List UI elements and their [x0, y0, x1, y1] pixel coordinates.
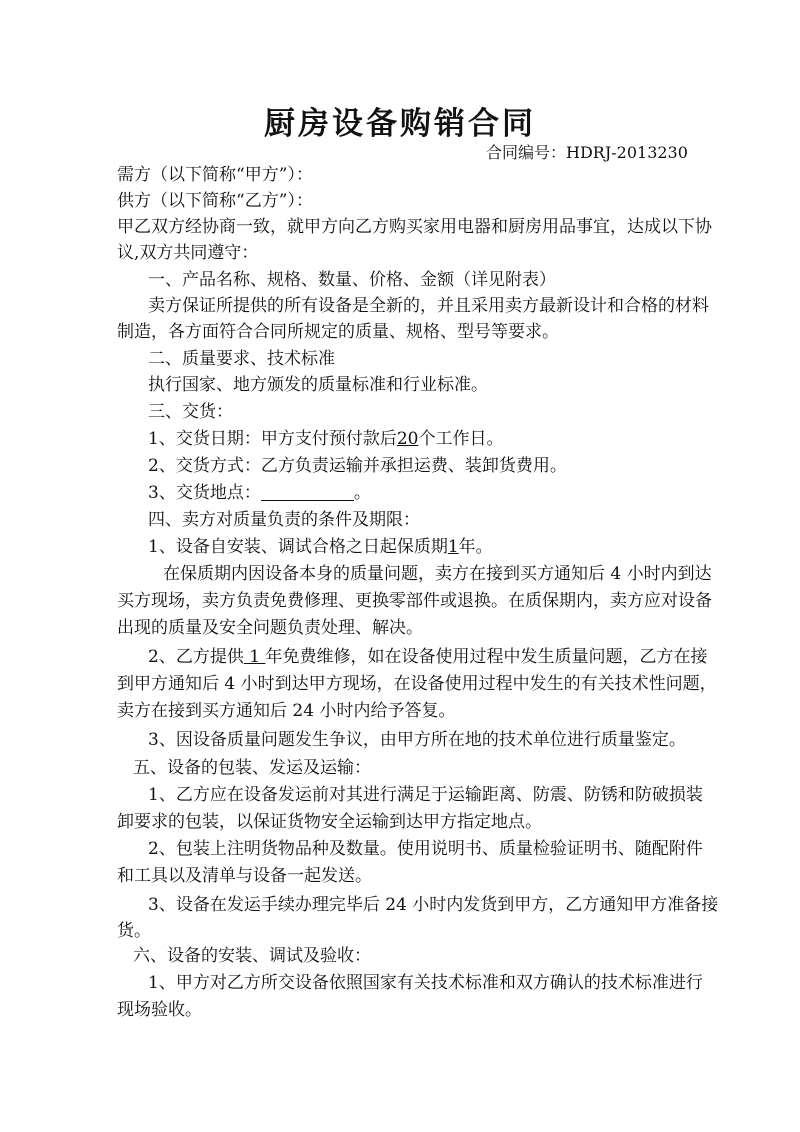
section-5-item-3-line-2: 货。	[117, 921, 151, 941]
warranty-years: 1	[447, 537, 459, 557]
intro-line-1: 甲乙双方经协商一致，就甲方向乙方购买家用电器和厨房用品事宜，达成以下协	[117, 217, 712, 237]
section-5-item-1-line-2: 卸要求的包装，以保证货物安全运输到达甲方指定地点。	[117, 812, 542, 832]
delivery-days: 20	[396, 429, 419, 449]
section-3-item-3	[148, 481, 371, 506]
free-repair-years: 1	[243, 647, 266, 667]
section-6-heading: 六、设备的安装、调试及验收：	[133, 946, 371, 966]
item-text: 1、设备自安装、调试合格之日起保质期	[148, 537, 448, 557]
item-text: 3、交货地点：	[148, 483, 261, 503]
section-2-heading: 二、质量要求、技术标准	[148, 349, 335, 369]
section-5-item-1-line-1: 1、乙方应在设备发运前对其进行满足于运输距离、防震、防锈和防破损装	[148, 785, 703, 805]
section-6-item-1-line-2: 现场验收。	[117, 1000, 202, 1020]
item-text: 2、乙方提供	[148, 647, 244, 667]
item-text: 个工作日。	[418, 429, 504, 449]
section-5-item-2-line-1: 2、包装上注明货物品种及数量。使用说明书、质量检验证明书、随配附件	[148, 839, 703, 859]
section-5-heading: 五、设备的包装、发运及运输：	[133, 758, 371, 778]
section-2-para: 执行国家、地方颁发的质量标准和行业标准。	[148, 375, 488, 395]
section-1-para-line-2: 制造，各方面符合合同所规定的质量、规格、型号等要求。	[117, 322, 559, 342]
section-4-item-2	[148, 645, 707, 670]
item-text: 年。	[458, 537, 493, 557]
document-title: 厨房设备购销合同	[264, 106, 536, 142]
item-text: 1、交货日期：甲方支付预付款后	[148, 429, 397, 449]
section-4-item-3: 3、因设备质量问题发生争议，由甲方所在地的技术单位进行质量鉴定。	[148, 730, 686, 750]
section-4-item-2-line-3: 卖方在接到买方通知后 24 小时内给予答复。	[117, 701, 456, 721]
section-6-item-1-line-1: 1、甲方对乙方所交设备依照国家有关技术标准和双方确认的技术标准进行	[148, 973, 703, 993]
seller-line: 供方（以下简称“乙方”）：	[117, 191, 313, 211]
section-1-para-line-1: 卖方保证所提供的所有设备是全新的，并且采用卖方最新设计和合格的材料	[148, 296, 709, 316]
section-1-heading: 一、产品名称、规格、数量、价格、金额（详见附表）	[148, 270, 556, 290]
section-4-para-line-1: 在保质期内因设备本身的质量问题，卖方在接到买方通知后 4 小时内到达	[163, 564, 712, 584]
section-5-item-3-line-1: 3、设备在发运手续办理完毕后 24 小时内发货到甲方，乙方通知甲方准备接	[148, 895, 719, 915]
buyer-line: 需方（以下简称“甲方”）：	[117, 165, 313, 185]
section-3-heading: 三、交货：	[148, 402, 233, 422]
section-4-para-line-3: 出现的质量及安全问题负责处理、解决。	[117, 618, 423, 638]
delivery-location-blank	[261, 484, 354, 501]
section-5-item-2-line-2: 和工具以及清单与设备一起发送。	[117, 866, 372, 886]
section-4-heading: 四、卖方对质量负责的条件及期限：	[148, 510, 420, 530]
intro-line-2: 议,双方共同遵守：	[117, 243, 259, 263]
item-text: 年免费维修，如在设备使用过程中发生质量问题，乙方在接	[265, 647, 708, 667]
section-4-item-2-line-2: 到甲方通知后 4 小时到达甲方现场，在设备使用过程中发生的有关技术性问题，	[117, 674, 717, 694]
section-3-item-1	[148, 427, 503, 452]
section-4-para-line-2: 买方现场，卖方负责免费修理、更换零部件或退换。在质保期内，卖方应对设备	[117, 591, 712, 611]
contract-number: 合同编号：HDRJ-2013230	[486, 143, 688, 162]
section-3-item-2: 2、交货方式：乙方负责运输并承担运费、装卸货费用。	[148, 456, 567, 476]
section-4-item-1	[148, 535, 493, 560]
item-text: 。	[353, 483, 371, 503]
